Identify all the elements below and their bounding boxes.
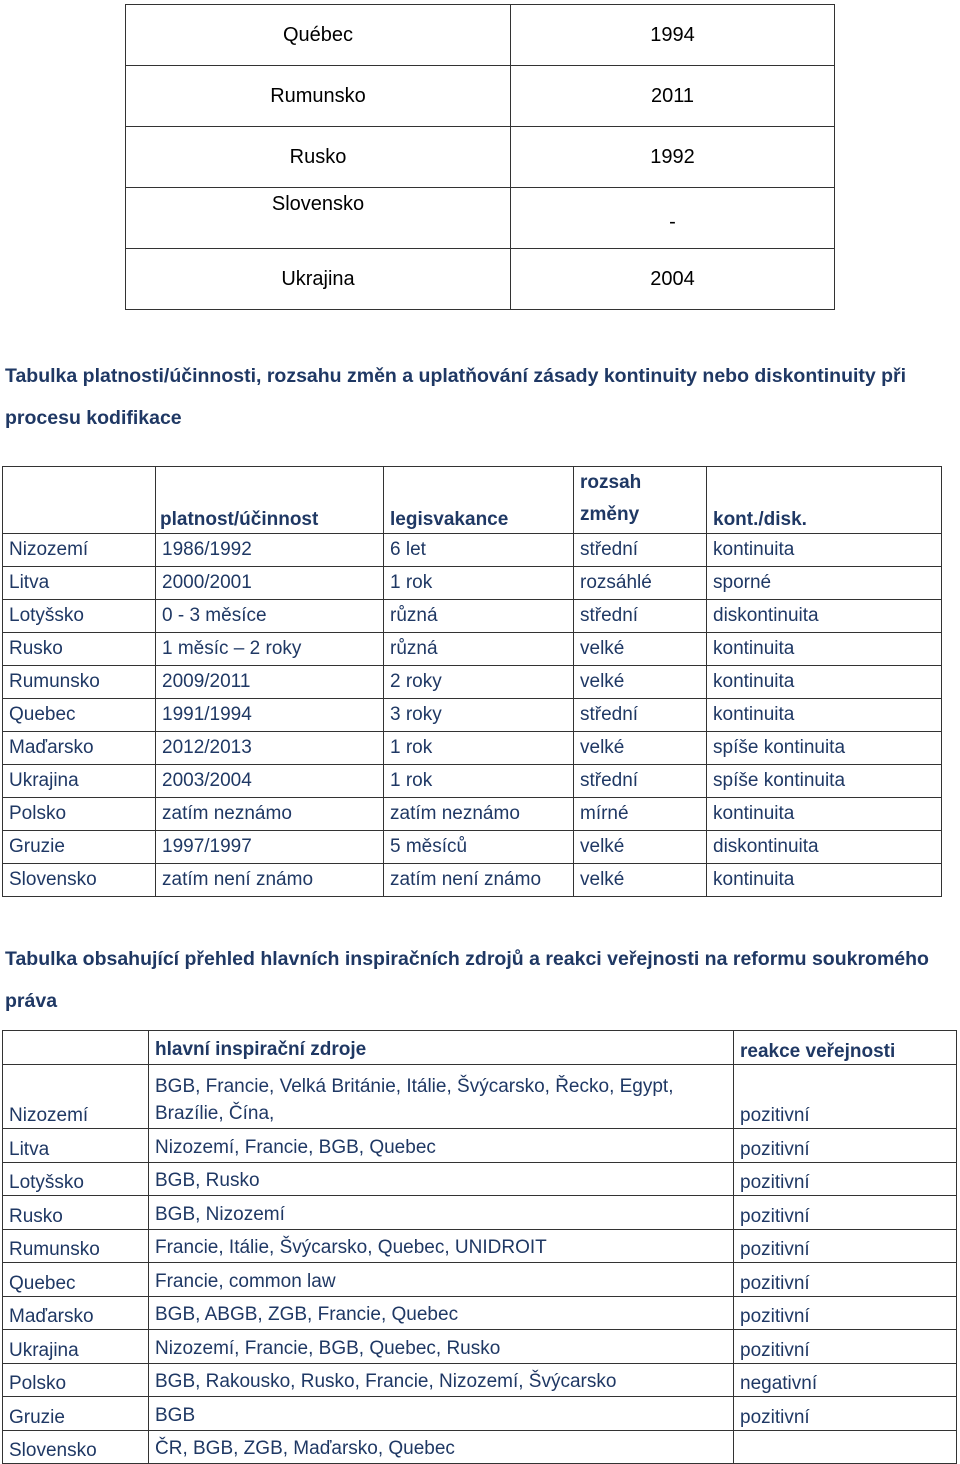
table-row <box>3 765 942 798</box>
reaction-cell: pozitivní <box>734 1263 957 1297</box>
sources-cell: BGB, Nizozemí <box>149 1196 734 1230</box>
sources-cell: BGB, Francie, Velká Británie, Itálie, Švýcarsko, Řecko, Egypt, Brazílie, Čína, <box>149 1065 734 1129</box>
vacatio-cell: 2 roky <box>384 666 574 699</box>
vacatio-cell: 3 roky <box>384 699 574 732</box>
sources-cell: Nizozemí, Francie, BGB, Quebec, Rusko <box>149 1330 734 1364</box>
scope-cell: rozsáhlé <box>574 567 707 600</box>
reaction-cell: pozitivní <box>734 1229 957 1263</box>
table-row <box>3 831 942 864</box>
country-cell: Rumunsko <box>3 666 156 699</box>
reaction-cell: pozitivní <box>734 1296 957 1330</box>
reaction-cell: pozitivní <box>734 1397 957 1431</box>
table-header-row <box>3 467 942 534</box>
validity-cell: zatím není známo <box>156 864 384 897</box>
validity-cell: 1986/1992 <box>156 534 384 567</box>
continuity-cell: kontinuita <box>707 798 942 831</box>
continuity-cell: kontinuita <box>707 633 942 666</box>
continuity-cell: kontinuita <box>707 699 942 732</box>
validity-cell: 0 - 3 měsíce <box>156 600 384 633</box>
country-cell: Rusko <box>3 1196 149 1230</box>
country-cell: Lotyšsko <box>3 600 156 633</box>
table-row <box>3 1263 957 1297</box>
table-row <box>3 1196 957 1230</box>
reaction-cell: pozitivní <box>734 1330 957 1364</box>
country-cell: Litva <box>3 567 156 600</box>
country-cell: Gruzie <box>3 1397 149 1431</box>
vacatio-cell: zatím není známo <box>384 864 574 897</box>
table-row <box>3 1397 957 1431</box>
country-cell: Quebec <box>3 1263 149 1297</box>
country-cell: Rusko <box>126 127 511 188</box>
validity-cell: 2003/2004 <box>156 765 384 798</box>
header-sources: hlavní inspirační zdroje <box>149 1031 734 1065</box>
validity-cell: 2012/2013 <box>156 732 384 765</box>
reaction-cell: pozitivní <box>734 1196 957 1230</box>
table-row <box>3 666 942 699</box>
validity-cell: 1 měsíc – 2 roky <box>156 633 384 666</box>
reaction-cell: pozitivní <box>734 1065 957 1129</box>
table-header-row <box>3 1031 957 1065</box>
country-cell: Ukrajina <box>126 249 511 310</box>
country-cell: Ukrajina <box>3 765 156 798</box>
scope-cell: střední <box>574 534 707 567</box>
codification-years-table <box>125 4 835 310</box>
country-cell: Slovensko <box>3 864 156 897</box>
country-cell: Lotyšsko <box>3 1162 149 1196</box>
vacatio-cell: 5 měsíců <box>384 831 574 864</box>
scope-cell: velké <box>574 831 707 864</box>
table-caption-validity: Tabulka platnosti/účinnosti, rozsahu změn a uplatňování zásady kontinuity nebo diskontinuity při procesu kodifikace <box>5 365 907 429</box>
sources-cell: BGB <box>149 1397 734 1431</box>
table-row <box>3 1129 957 1163</box>
country-cell: Rusko <box>3 633 156 666</box>
header-scope <box>574 467 707 534</box>
scope-cell: střední <box>574 765 707 798</box>
year-cell: 2004 <box>511 249 835 310</box>
table-row <box>3 534 942 567</box>
country-cell: Slovensko <box>3 1430 149 1464</box>
country-cell: Polsko <box>3 798 156 831</box>
country-cell: Québec <box>126 5 511 66</box>
sources-cell: BGB, Rakousko, Rusko, Francie, Nizozemí, Švýcarsko <box>149 1363 734 1397</box>
scope-cell: mírné <box>574 798 707 831</box>
sources-cell: Nizozemí, Francie, BGB, Quebec <box>149 1129 734 1163</box>
country-cell: Polsko <box>3 1363 149 1397</box>
validity-cell: 2000/2001 <box>156 567 384 600</box>
table-row <box>126 5 835 66</box>
vacatio-cell: 1 rok <box>384 765 574 798</box>
table-caption-sources: Tabulka obsahující přehled hlavních inspiračních zdrojů a reakci veřejnosti na reformu soukromého práva <box>5 948 929 1012</box>
continuity-cell: diskontinuita <box>707 600 942 633</box>
scope-cell: velké <box>574 864 707 897</box>
header-vacatio: legisvakance <box>384 467 574 534</box>
vacatio-cell: zatím neznámo <box>384 798 574 831</box>
header-validity: platnost/účinnost <box>156 467 384 534</box>
vacatio-cell: různá <box>384 633 574 666</box>
header-scope-line2: změny <box>580 504 640 525</box>
table-row <box>3 864 942 897</box>
table-row <box>3 1430 957 1464</box>
continuity-cell: spíše kontinuita <box>707 732 942 765</box>
vacatio-cell: 1 rok <box>384 732 574 765</box>
vacatio-cell: 6 let <box>384 534 574 567</box>
scope-cell: velké <box>574 732 707 765</box>
table-row <box>3 1363 957 1397</box>
validity-cell: 2009/2011 <box>156 666 384 699</box>
validity-cell: 1991/1994 <box>156 699 384 732</box>
reaction-cell <box>734 1430 957 1464</box>
reaction-cell: pozitivní <box>734 1129 957 1163</box>
country-cell: Nizozemí <box>3 1065 149 1129</box>
year-cell: - <box>511 188 835 249</box>
table-row <box>3 1229 957 1263</box>
continuity-cell: diskontinuita <box>707 831 942 864</box>
vacatio-cell: různá <box>384 600 574 633</box>
continuity-cell: kontinuita <box>707 534 942 567</box>
country-cell: Gruzie <box>3 831 156 864</box>
continuity-cell: kontinuita <box>707 666 942 699</box>
sources-cell: BGB, ABGB, ZGB, Francie, Quebec <box>149 1296 734 1330</box>
continuity-cell: sporné <box>707 567 942 600</box>
year-cell: 1994 <box>511 5 835 66</box>
table-row <box>3 1330 957 1364</box>
reaction-cell: pozitivní <box>734 1162 957 1196</box>
country-cell: Quebec <box>3 699 156 732</box>
reaction-cell: negativní <box>734 1363 957 1397</box>
table-row <box>3 798 942 831</box>
year-cell: 2011 <box>511 66 835 127</box>
sources-cell: BGB, Rusko <box>149 1162 734 1196</box>
country-cell: Maďarsko <box>3 732 156 765</box>
table-row <box>3 633 942 666</box>
table-row <box>3 567 942 600</box>
country-cell: Rumunsko <box>3 1229 149 1263</box>
header-reaction: reakce veřejnosti <box>734 1031 957 1065</box>
table-row <box>126 127 835 188</box>
table-row <box>3 600 942 633</box>
validity-cell: zatím neznámo <box>156 798 384 831</box>
table-row <box>3 732 942 765</box>
table-row <box>126 249 835 310</box>
country-cell: Nizozemí <box>3 534 156 567</box>
continuity-cell: spíše kontinuita <box>707 765 942 798</box>
sources-table <box>2 1030 957 1464</box>
scope-cell: velké <box>574 666 707 699</box>
scope-cell: velké <box>574 633 707 666</box>
sources-cell: Francie, common law <box>149 1263 734 1297</box>
continuity-cell: kontinuita <box>707 864 942 897</box>
scope-cell: střední <box>574 600 707 633</box>
header-empty-cell <box>3 1031 149 1065</box>
header-continuity: kont./disk. <box>707 467 942 534</box>
sources-cell: ČR, BGB, ZGB, Maďarsko, Quebec <box>149 1430 734 1464</box>
country-cell: Ukrajina <box>3 1330 149 1364</box>
sources-cell: Francie, Itálie, Švýcarsko, Quebec, UNIDROIT <box>149 1229 734 1263</box>
country-cell: Rumunsko <box>126 66 511 127</box>
table-row <box>3 1065 957 1129</box>
country-cell: Litva <box>3 1129 149 1163</box>
vacatio-cell: 1 rok <box>384 567 574 600</box>
table-row <box>126 188 835 249</box>
scope-cell: střední <box>574 699 707 732</box>
country-cell: Slovensko <box>126 188 511 249</box>
table-row <box>3 1162 957 1196</box>
year-cell: 1992 <box>511 127 835 188</box>
header-scope-line1: rozsah <box>580 472 642 493</box>
validity-table <box>2 466 942 897</box>
header-empty-cell <box>3 467 156 534</box>
validity-cell: 1997/1997 <box>156 831 384 864</box>
table-row <box>3 1296 957 1330</box>
table-row <box>126 66 835 127</box>
country-cell: Maďarsko <box>3 1296 149 1330</box>
table-row <box>3 699 942 732</box>
